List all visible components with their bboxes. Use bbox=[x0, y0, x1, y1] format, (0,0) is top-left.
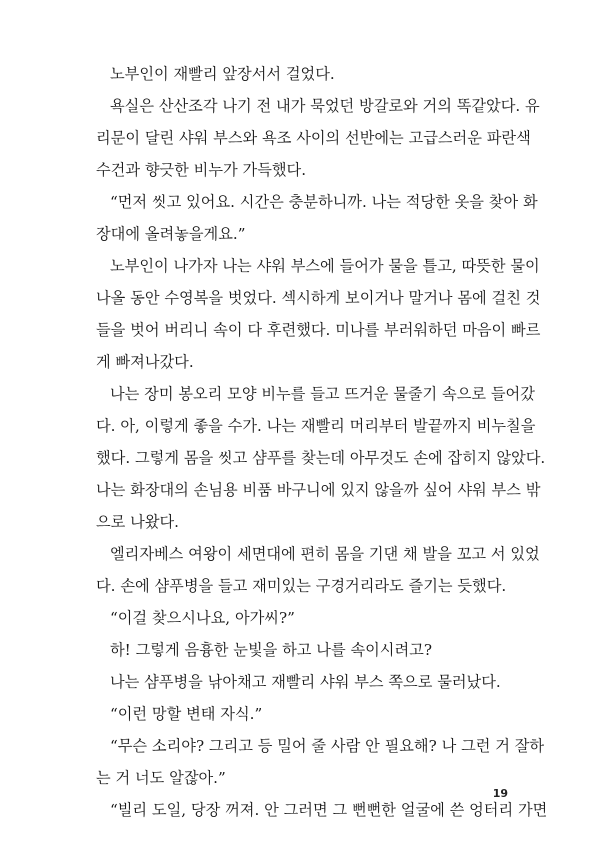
text-line: 나올 동안 수영복을 벗었다. 섹시하게 보이거나 말거나 몸에 걸친 것 bbox=[96, 289, 541, 307]
text-line: 리문이 달린 샤워 부스와 욕조 사이의 선반에는 고급스러운 파란색 bbox=[96, 129, 531, 147]
text-line: 나는 샴푸병을 낚아채고 재빨리 샤워 부스 쪽으로 물러났다. bbox=[110, 673, 501, 691]
text-line: 노부인이 나가자 나는 샤워 부스에 들어가 물을 틀고, 따뜻한 물이 bbox=[110, 257, 540, 275]
text-line: 노부인이 재빨리 앞장서서 걸었다. bbox=[110, 65, 335, 83]
text-line: “먼저 씻고 있어요. 시간은 충분하니까. 나는 적당한 옷을 찾아 화 bbox=[110, 193, 538, 211]
text-line: 들을 벗어 버리니 속이 다 후련했다. 미나를 부러워하던 마음이 빠르 bbox=[96, 321, 541, 339]
text-line: 다. 손에 샴푸병을 들고 재미있는 구경거리라도 즐기는 듯했다. bbox=[96, 577, 507, 595]
text-line: 다. 아, 이렇게 좋을 수가. 나는 재빨리 머리부터 발끝까지 비누칠을 bbox=[96, 417, 536, 435]
text-line: 욕실은 산산조각 나기 전 내가 묵었던 방갈로와 거의 똑같았다. 유 bbox=[110, 97, 540, 115]
text-line: 나는 장미 봉오리 모양 비누를 들고 뜨거운 물줄기 속으로 들어갔 bbox=[110, 385, 535, 403]
text-line: 하! 그렇게 음흉한 눈빛을 하고 나를 속이시려고? bbox=[110, 641, 432, 659]
text-line: 나는 화장대의 손님용 비품 바구니에 있지 않을까 싶어 샤워 부스 밖 bbox=[96, 481, 541, 499]
text-line: “이런 망할 변태 자식.” bbox=[110, 705, 263, 723]
text-line: 게 빠져나갔다. bbox=[96, 353, 194, 371]
text-line: 는 거 너도 알잖아.” bbox=[96, 769, 226, 787]
page-number: 19 bbox=[492, 787, 508, 800]
text-line: “무슨 소리야? 그리고 등 밀어 줄 사람 안 필요해? 나 그런 거 잘하 bbox=[110, 737, 545, 755]
text-line: “빌리 도일, 당장 꺼져. 안 그러면 그 뻔뻔한 얼굴에 쓴 엉터리 가면 bbox=[110, 801, 548, 819]
text-line: 수건과 향긋한 비누가 가득했다. bbox=[96, 161, 307, 179]
text-line: 했다. 그렇게 몸을 씻고 샴푸를 찾는데 아무것도 손에 잡히지 않았다. bbox=[96, 449, 546, 467]
text-line: “이걸 찾으시나요, 아가씨?” bbox=[110, 609, 295, 627]
text-line: 엘리자베스 여왕이 세면대에 편히 몸을 기댄 채 발을 꼬고 서 있었 bbox=[110, 545, 540, 563]
body-text bbox=[96, 58, 548, 826]
text-line: 장대에 올려놓을게요.” bbox=[96, 225, 246, 243]
text-line: 으로 나왔다. bbox=[96, 513, 180, 531]
